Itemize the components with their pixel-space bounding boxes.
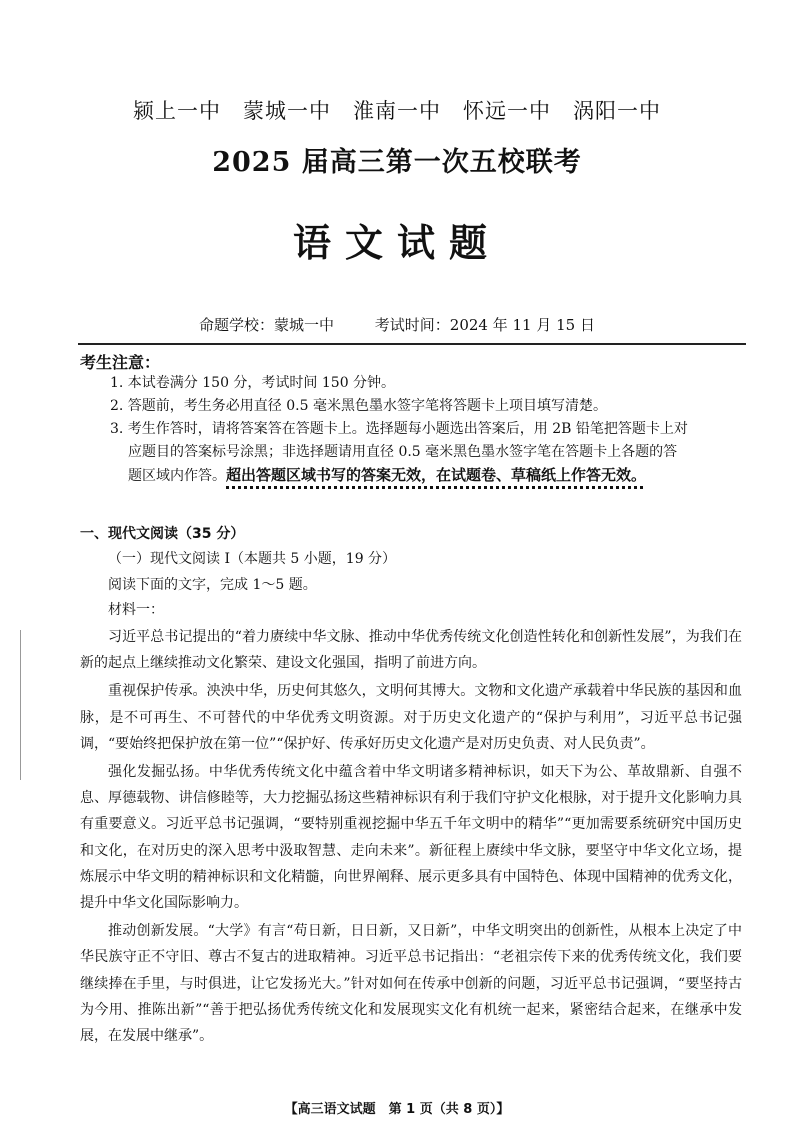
paragraph-3: 强化发掘弘扬。中华优秀传统文化中蕴含着中华文明诸多精神标识，如天下为公、革故鼎新、自强不息、厚德载物、讲信修睦等，大力挖掘弘扬这些精神标识有利于我们守护文化根脉，对于提升文化影响力具有重要意义。习近平总书记强调，“要特别重视挖掘中华五千年文明中的精华”“更加需要系统研究中国历史和文化，在对历史的深入思考中汲取智慧、走向未来”。新征程上赓续中华文脉，要坚守中华文化立场，提炼展示中华文明的精神标识和文化精髓，向世界阐释、展示更多具有中国特色、体现中国精神的优秀文化，提升中华文化国际影响力。 (80, 764, 742, 912)
section-heading: 一、现代文阅读（35 分） (80, 526, 245, 542)
subject-title: 语文试题 (292, 220, 501, 265)
paragraph-4: 推动创新发展。“大学》有言“苟日新，日日新，又日新”，中华文明突出的创新性，从根本上决定了中华民族守正不守旧、尊古不复古的进取精神。习近平总书记指出：“老祖宗传下来的优秀传统文化，我们要继续捧在手里，与时俱进，让它发扬光大。”针对如何在传承中创新的问题，习近平总书记强调，“要坚持古为今用、推陈出新”“善于把弘扬优秀传统文化和发展现实文化有机统一起来，紧密结合起来，在继承中发展，在发展中继承”。 (80, 923, 742, 1045)
school-list: 颍上一中 蒙城一中 淮南一中 怀远一中 涡阳一中 (133, 99, 661, 123)
notice-item-2: 2. 答题前，考生务必用直径 0.5 毫米黑色墨水签字笔将答题卡上项目填写清楚。 (110, 398, 607, 414)
binding-margin-line (20, 630, 21, 780)
notice-item-3-text: 题区域内作答。 (128, 468, 226, 484)
notice-item-3-line-1: 3. 考生作答时，请将答案答在答题卡上。选择题每小题选出答案后，用 2B 铅笔把答题卡上对 (110, 421, 688, 437)
setter-school: 命题学校：蒙城一中 (199, 316, 335, 334)
page-footer: 【高三语文试题 第 1 页（共 8 页）】 (284, 1102, 510, 1117)
notice-title: 考生注意： (80, 353, 161, 372)
notice-emphasis: 超出答题区域书写的答案无效，在试题卷、草稿纸上作答无效。 (226, 466, 647, 484)
exam-time: 考试时间：2024 年 11 月 15 日 (374, 316, 595, 334)
header-divider (78, 343, 746, 345)
material-label: 材料一： (108, 602, 164, 618)
exam-title: 2025 届高三第一次五校联考 (212, 147, 582, 178)
notice-item-3-line-3 (110, 464, 750, 488)
sub-section-heading: （一）现代文阅读 Ⅰ（本题共 5 小题，19 分） (108, 551, 397, 567)
notice-list (110, 372, 750, 488)
notice-item-3-line-2: 应题目的答案标号涂黑；非选择题请用直径 0.5 毫米黑色墨水签字笔在答题卡上各题的答 (128, 444, 678, 460)
reading-instruction: 阅读下面的文字，完成 1～5 题。 (108, 577, 317, 593)
paragraph-2: 重视保护传承。泱泱中华，历史何其悠久，文明何其博大。文物和文化遗产承载着中华民族的基因和血脉，是不可再生、不可替代的中华优秀文明资源。对于历史文化遗产的“保护与利用”，习近平总书记强调，“要始终把保护放在第一位”“保护好、传承好历史文化遗产是对历史负责、对人民负责”。 (80, 683, 742, 752)
exam-meta (0, 314, 794, 335)
paragraph-1: 习近平总书记提出的“着力赓续中华文脉、推动中华优秀传统文化创造性转化和创新性发展”，为我们在新的起点上继续推动文化繁荣、建设文化强国，指明了前进方向。 (80, 629, 742, 672)
material-body (80, 624, 742, 1051)
notice-item-1: 1. 本试卷满分 150 分，考试时间 150 分钟。 (110, 375, 396, 391)
